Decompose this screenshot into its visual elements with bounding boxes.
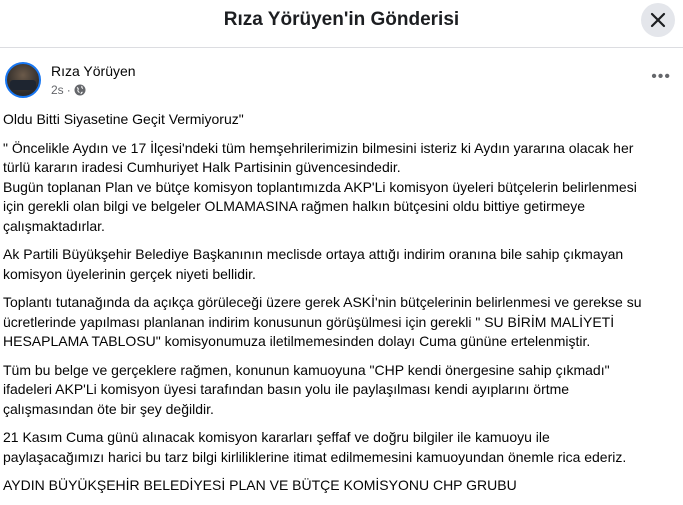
post-time[interactable]: 2s [51,83,64,97]
text-line: türlü kararın iradesi Cumhuriyet Halk Partisinin güvencesindedir. [3,159,401,175]
text-line: çalışmasından öte bir şey değildir. [3,400,214,417]
dialog-title: Rıza Yörüyen'in Gönderisi [223,9,460,30]
more-options-button[interactable] [651,68,671,86]
post-meta [51,83,86,97]
post-paragraph [3,428,642,467]
post-text [3,110,642,505]
post-paragraph [3,245,642,284]
text-line: 21 Kasım Cuma günü alınacak komisyon kararları şeffaf ve doğru bilgiler ile kamuoyu ile [3,429,550,445]
post-paragraph [3,293,642,352]
text-line: komisyon üyelerinin gerçek niyeti bellidir. [3,265,256,282]
text-line: Toplantı tutanağında da açıkça görüleceği üzere gerek ASKİ'nin bütçelerinin belirlenmesi ve gerekse su [3,294,642,310]
text-line: paylaşacağımızı harici bu tarz bilgi kirliliklerine itimat edilmemesini kamuoyundan önemle rica ederiz. [3,448,627,465]
post-paragraph [3,476,642,496]
post-author-row [3,60,683,100]
text-line: " Öncelikle Aydın ve 17 İlçesi'ndeki tüm hemşehrilerimizin bilmesini isteriz ki Aydın yararına olacak her [3,139,634,156]
close-button[interactable] [641,3,675,37]
post-paragraph [3,110,642,130]
text-line: için gerekli olan bilgi ve belgeler OLMAMASINA rağmen halkın bütçesini oldu bittiye getirmeye [3,198,586,214]
more-horizontal-icon: ••• [651,68,671,85]
text-line: ücretlerinde yapılması planlanan indirim konusunun görüşülmesi için gerekli " SU BİRİM MALİYETİ [3,313,615,330]
text-line: çalışmaktadırlar. [3,217,105,234]
text-line: AYDIN BÜYÜKŞEHİR BELEDİYESİ PLAN VE BÜTÇE KOMİSYONU CHP GRUBU [3,477,517,493]
close-icon [650,12,666,28]
author-name[interactable]: Rıza Yörüyen [51,63,136,79]
avatar[interactable] [5,62,41,98]
globe-icon [74,84,86,96]
post-paragraph [3,361,642,420]
text-line: Tüm bu belge ve gerçeklere rağmen, konunun kamuoyuna "CHP kendi önergesine sahip çıkmadı" [3,361,610,378]
meta-separator: · [66,83,71,97]
text-line: ifadeleri AKP'Li komisyon üyesi tarafından basın yolu ile paylaşılması kendi ayıplarını örtme [3,381,570,397]
dialog-header [0,0,683,48]
text-line: HESAPLAMA TABLOSU" komisyonumuza iletilmemesinden dolayı Cuma gününe ertelenmiştir. [3,333,591,349]
text-line: Bugün toplanan Plan ve bütçe komisyon toplantımızda AKP'Li komisyon üyeleri bütçelerin belirlenmesi [3,178,637,195]
text-line: Oldu Bitti Siyasetine Geçit Vermiyoruz" [3,111,244,127]
text-line: Ak Partili Büyükşehir Belediye Başkanının meclisde ortaya attığı indirim oranına bile sahip çıkmayan [3,246,624,262]
post-paragraph [3,139,642,237]
